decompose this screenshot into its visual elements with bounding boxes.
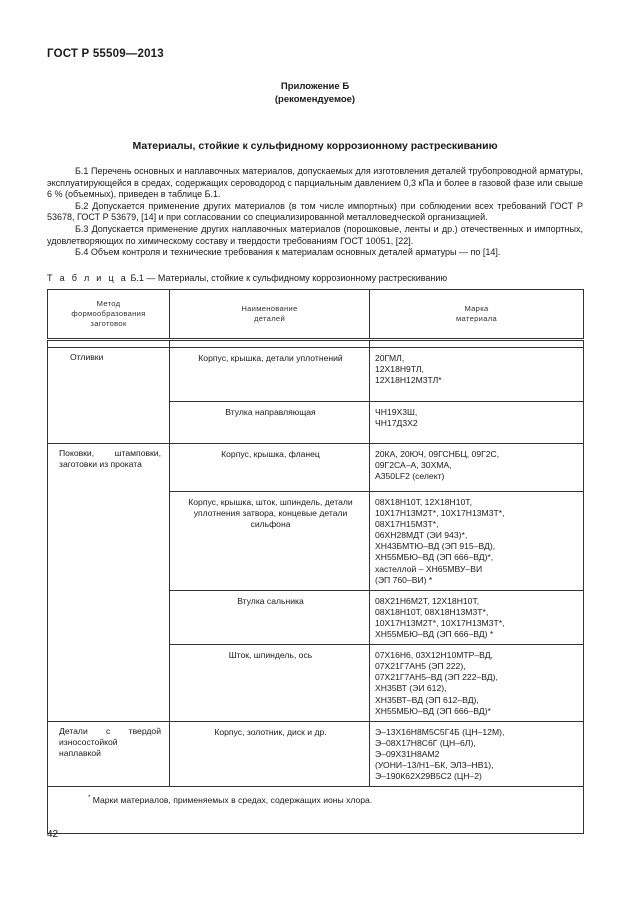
header-method (48, 290, 170, 340)
part-cell: Втулка направляющая (170, 402, 370, 444)
mark-cell (370, 402, 584, 444)
header-part-line: Наименование (241, 304, 298, 313)
material-mark: Э–13Х16Н8М5С5Г4Б (ЦН–12М), (375, 726, 505, 737)
mark-cell (370, 492, 584, 591)
material-mark: (ЭП 760–ВИ) * (375, 574, 433, 585)
material-mark: хастеллой – ХН65МВУ–ВИ (375, 563, 483, 574)
material-mark: 20КА, 20ЮЧ, 09ГСНБЦ, 09Г2С, (375, 449, 500, 459)
material-mark: A350LF2 (селект) (375, 471, 445, 482)
material-mark: Э–08Х17Н8С6Г (ЦН–6Л), (375, 737, 476, 748)
material-mark: ХН55МБЮ–ВД (ЭП 666–ВД)*, (375, 552, 494, 563)
standard-designation: ГОСТ Р 55509—2013 (47, 48, 164, 60)
body-text (47, 166, 583, 259)
header-separator (48, 340, 584, 348)
footnote-mark: * (88, 795, 91, 802)
page-number: 42 (47, 829, 59, 840)
mark-cell (370, 645, 584, 722)
appendix-header (0, 80, 630, 106)
material-mark: ХН55МБЮ–ВД (ЭП 666–ВД) * (375, 629, 494, 640)
part-cell: Корпус, золотник, диск и др. (170, 721, 370, 786)
material-mark: 07Х16Н6, 03Х12Н10МТР–ВД, (375, 650, 493, 661)
material-mark: 20ГМЛ, (375, 353, 405, 363)
header-part-line: деталей (253, 314, 285, 323)
footnote-text: Марки материалов, применяемых в средах, содержащих ионы хлора. (90, 795, 373, 806)
table-footnote-row (48, 787, 584, 834)
material-mark: 07Х21Г7АН5–ВД (ЭП 222–ВД), (375, 672, 498, 683)
paragraph-b2: Б.2 Допускается применение других материалов (в том числе импортных) при соблюдении всех требований ГОСТ Р 53678, ГОСТ Р 53679, [14] и при согласовании со специализированной металловедческой организацией. (47, 200, 583, 223)
material-mark: ХН43БМТЮ–ВД (ЭП 915–ВД), (375, 541, 496, 552)
material-mark: 10Х17Н13М2Т*, 10Х17Н13М3Т*, (375, 617, 505, 628)
material-mark: Э–190К62Х29В5С2 (ЦН–2) (375, 771, 482, 782)
material-mark: 08Х17Н15М3Т*, (375, 519, 439, 530)
method-cell: Детали с твердой износостойкой наплавкой (48, 721, 170, 786)
material-mark: 08Х21Н6М2Т, 12Х18Н10Т, (375, 595, 480, 606)
mark-cell (370, 348, 584, 402)
table-row (48, 348, 584, 402)
part-cell: Шток, шпиндель, ось (170, 645, 370, 722)
header-method-line: Метод (96, 299, 121, 308)
part-cell: Корпус, крышка, шток, шпиндель, детали уплотнения затвора, концевые детали сильфона (170, 492, 370, 591)
header-method-line: заготовок (90, 319, 127, 328)
material-mark: 08Х18Н10Т, 12Х18Н10Т, (375, 497, 472, 507)
material-mark: 09Г2СА–А, 30ХМА, (375, 460, 452, 471)
material-mark: 10Х17Н13М2Т*, 10Х17Н13М3Т*, (375, 508, 505, 519)
mark-cell (370, 444, 584, 492)
appendix-title: Приложение Б (280, 81, 350, 92)
table-caption-text: Б.1 — Материалы, стойкие к сульфидному коррозионному растрескиванию (128, 273, 448, 283)
material-mark: (УОНИ–13/Н1–БК, ЭЛЗ–НВ1), (375, 759, 494, 770)
table-header-row (48, 290, 584, 340)
material-mark: Э–09Х31Н8АМ2 (375, 748, 440, 759)
material-mark: ХН55МБЮ–ВД (ЭП 666–ВД)* (375, 705, 491, 716)
method-cell: Отливки (48, 348, 170, 444)
mark-cell (370, 721, 584, 786)
header-part (170, 290, 370, 340)
material-mark: 07Х21Г7АН5 (ЭП 222), (375, 661, 466, 672)
part-cell: Корпус, крышка, детали уплотнений (170, 348, 370, 402)
table-caption-prefix: Т а б л и ц а (47, 273, 128, 283)
material-mark: ЧН17Д3Х2 (375, 418, 418, 429)
part-cell: Втулка сальника (170, 590, 370, 644)
header-method-line: формообразования (71, 309, 146, 318)
mark-cell (370, 590, 584, 644)
method-cell: Поковки, штамповки, заготовки из проката (48, 444, 170, 722)
appendix-subtitle: (рекомендуемое) (274, 94, 356, 105)
header-mark-line: Марка (464, 304, 489, 313)
material-mark: 06ХН28МДТ (ЭИ 943)*, (375, 530, 468, 541)
section-heading: Материалы, стойкие к сульфидному коррозионному растрескиванию (132, 140, 498, 152)
footnote (48, 787, 583, 806)
paragraph-b4: Б.4 Объем контроля и технические требования к материалам основных деталей арматуры — по [14]. (75, 247, 501, 258)
material-mark: ХН35ВТ–ВД (ЭП 612–ВД), (375, 694, 479, 705)
table-caption (47, 273, 447, 283)
paragraph-b1: Б.1 Перечень основных и наплавочных материалов, допускаемых для изготовления деталей трубопроводной арматуры, эксплуатирующейся в средах, содержащих сероводород с парциальным давлением 0,3 кПа и более в газовой фазе или свыше 6 % (объемных), приведен в таблице Б.1. (47, 166, 583, 200)
header-mark-line: материала (456, 314, 497, 323)
part-cell: Корпус, крышка, фланец (170, 444, 370, 492)
material-mark: ЧН19Х3Ш, (375, 407, 418, 417)
table-row (48, 444, 584, 492)
footnote-cell (48, 787, 584, 834)
header-mark (370, 290, 584, 340)
material-mark: 12Х18Н9ТЛ, (375, 364, 424, 375)
material-mark: ХН35ВТ (ЭИ 612), (375, 683, 447, 694)
table-row (48, 721, 584, 786)
materials-table (47, 289, 584, 834)
material-mark: 12Х18Н12М3ТЛ* (375, 375, 442, 386)
paragraph-b3: Б.3 Допускается применение других наплавочных материалов (порошковые, ленты и др.) отечественных и импортных, удовлетворяющих по химическому составу и твердости требованиям ГОСТ 10051, [22]. (47, 223, 583, 246)
material-mark: 08Х18Н10Т, 08Х18Н13М3Т*, (375, 606, 489, 617)
